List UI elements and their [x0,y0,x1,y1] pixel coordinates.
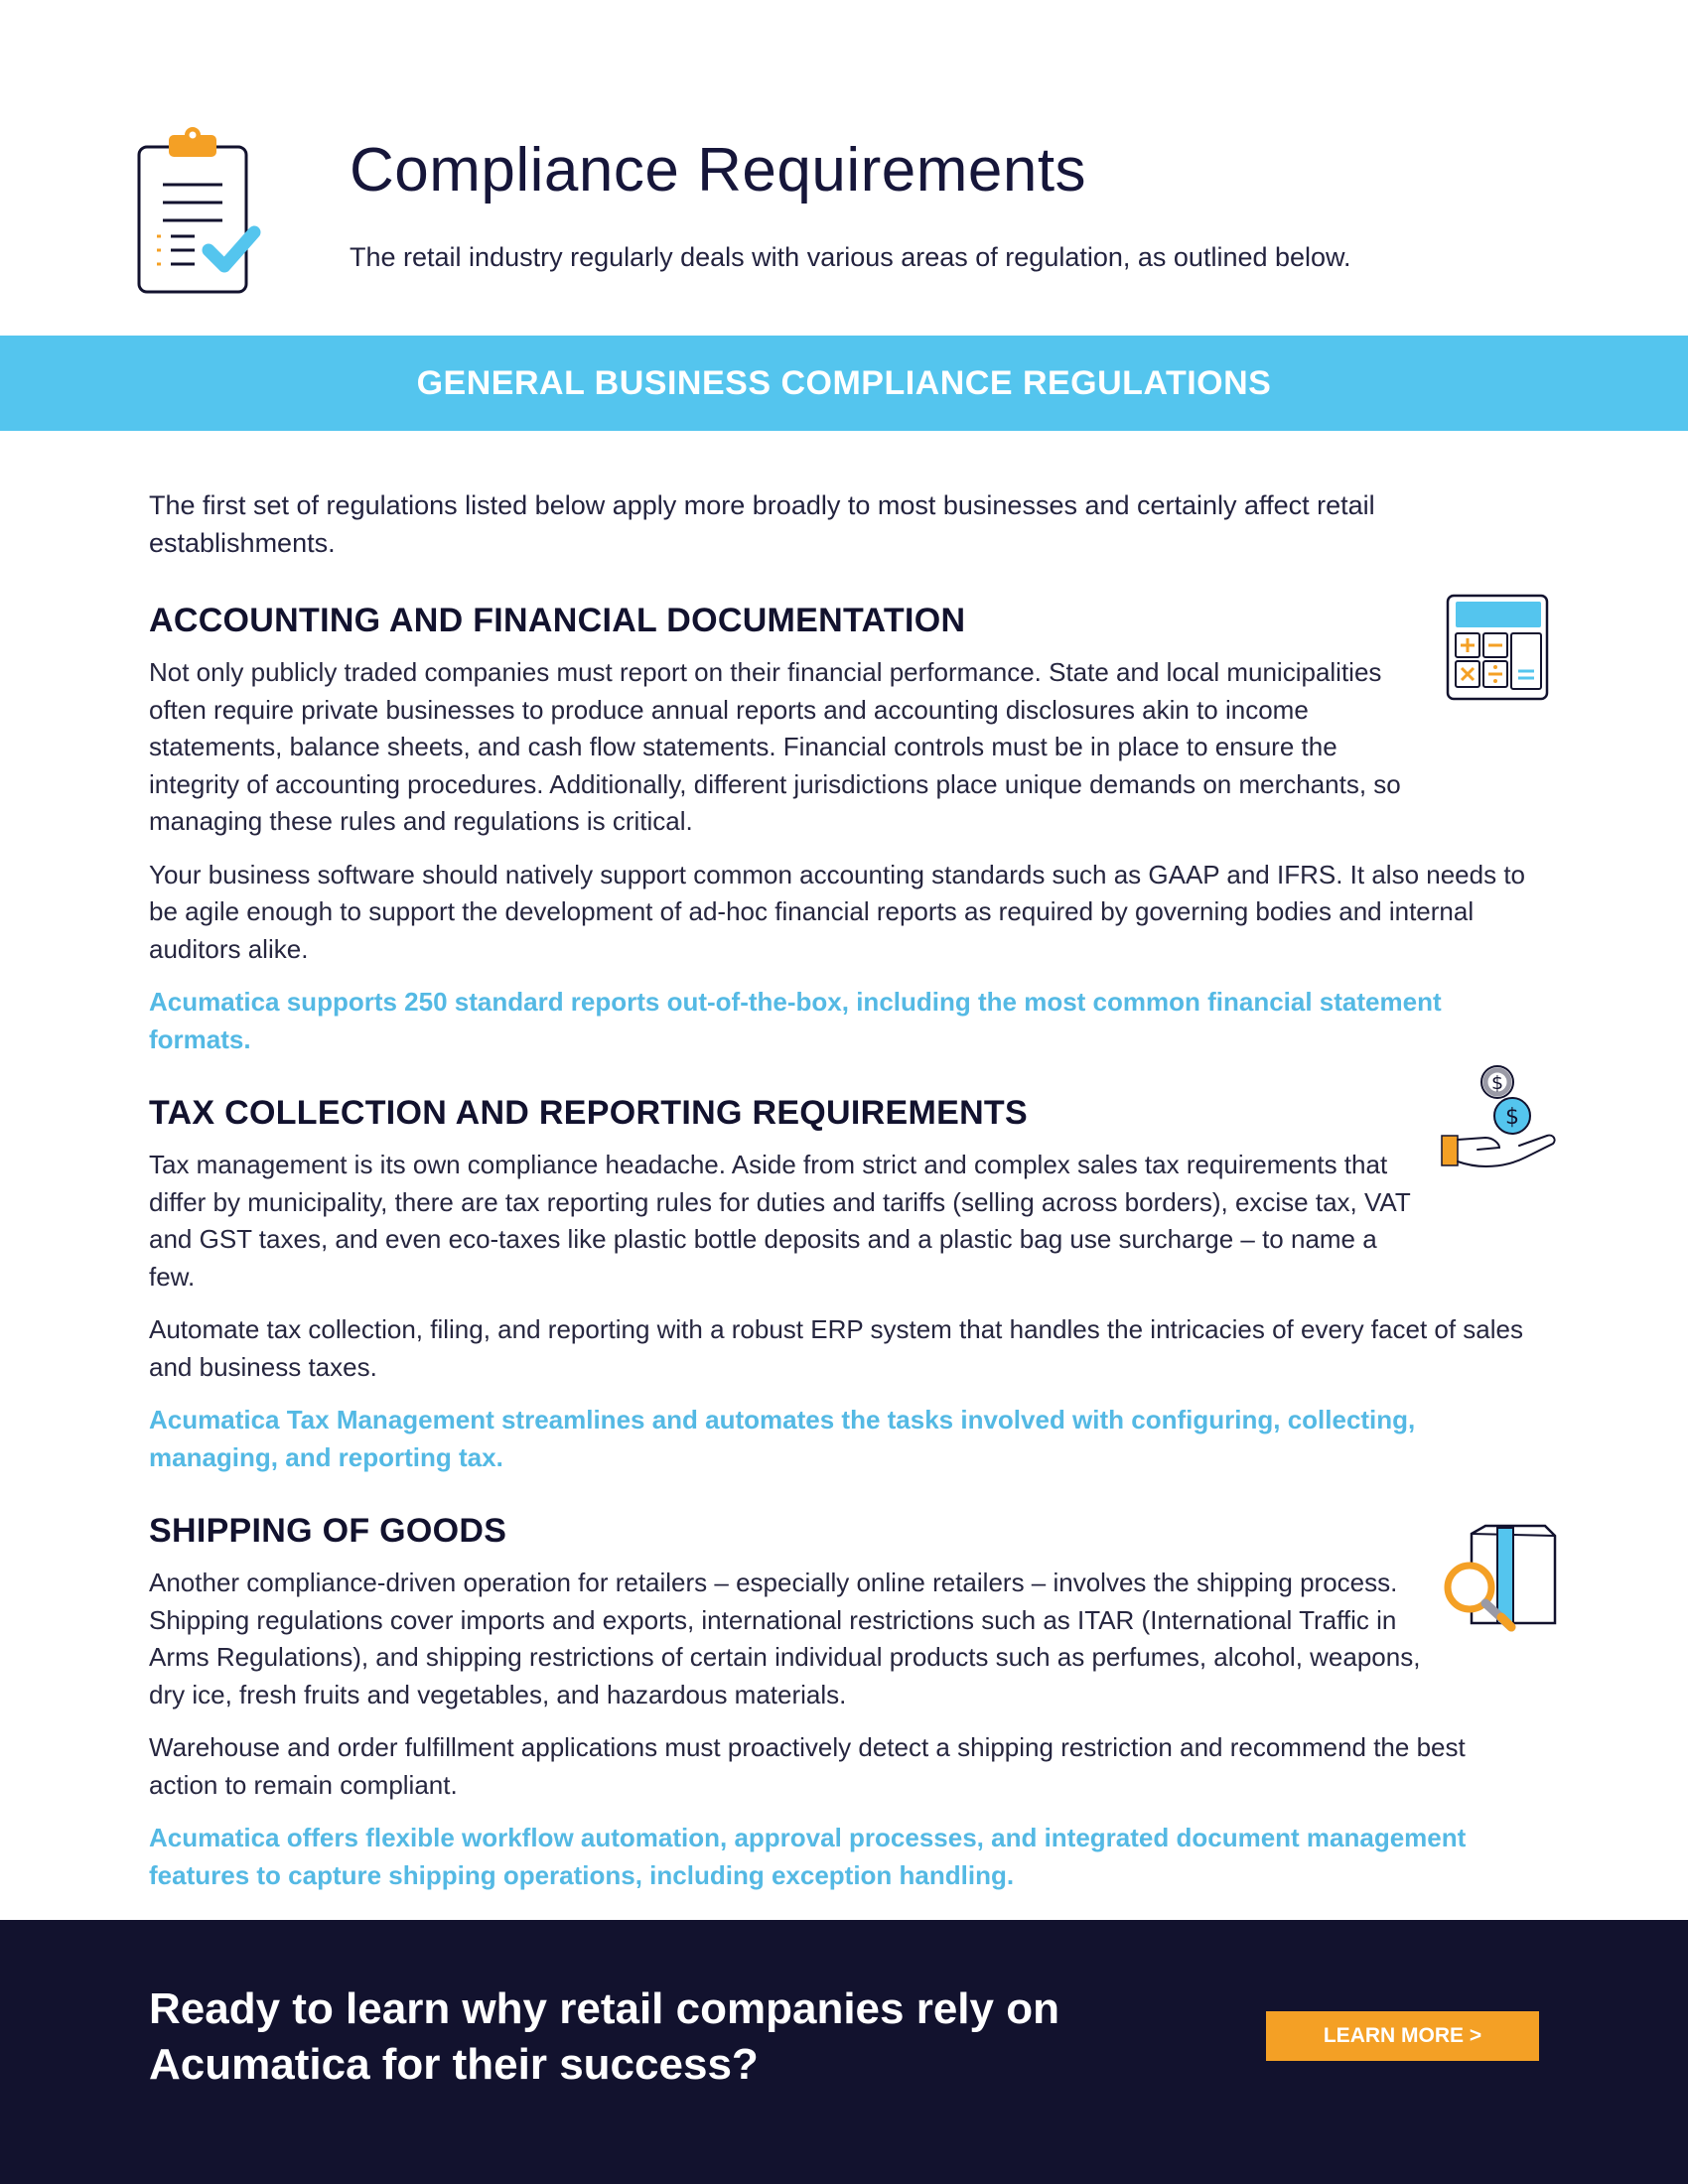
section-highlight: Acumatica Tax Management streamlines and automates the tasks involved with configuring, collecting, managing, and reporting tax. [149,1405,1416,1472]
page-title: Compliance Requirements [350,136,1087,205]
section-highlight: Acumatica offers flexible workflow automation, approval processes, and integrated document management features to capture shipping operations, including exception handling. [149,1823,1467,1890]
section-paragraph: Warehouse and order fulfillment applications must proactively detect a shipping restriction and recommend the best action to remain compliant. [149,1732,1466,1800]
section-accounting [149,602,1539,1058]
section-tax [149,1072,1539,1476]
section-shipping [149,1512,1539,1894]
main-content [149,486,1539,1930]
svg-text:$: $ [1505,1105,1519,1130]
package-magnifier-icon [1440,1524,1559,1639]
cta-footer [0,1920,1688,2184]
section-paragraph: Automate tax collection, filing, and reporting with a robust ERP system that handles the intricacies of every facet of sales and business taxes. [149,1314,1524,1382]
cta-text: Ready to learn why retail companies rely on Acumatica for their success? [149,1984,1059,2089]
section-heading: ACCOUNTING AND FINANCIAL DOCUMENTATION [149,602,966,639]
section-heading: SHIPPING OF GOODS [149,1512,507,1550]
page-header [0,0,1688,336]
learn-more-button[interactable]: LEARN MORE > [1266,2011,1539,2061]
intro-paragraph: The first set of regulations listed below apply more broadly to most businesses and certainly affect retail establishments. [149,490,1375,558]
clipboard-checklist-icon [129,125,268,296]
section-paragraph: Another compliance-driven operation for retailers – especially online retailers – involves the shipping process. Shipping regulations cover imports and exports, international restrictions such as ITAR (International Traffic in Arms Regulations), and shipping restrictions of certain individual products such as perfumes, alcohol, weapons, dry ice, fresh fruits and vegetables, and hazardous materials. [149,1568,1421,1709]
svg-text:$: $ [1490,1072,1504,1094]
banner-title: GENERAL BUSINESS COMPLIANCE REGULATIONS [416,363,1272,402]
section-banner [0,336,1688,431]
section-highlight: Acumatica supports 250 standard reports out-of-the-box, including the most common financial statement formats. [149,987,1442,1054]
section-paragraph: Tax management is its own compliance headache. Aside from strict and complex sales tax requirements that differ by municipality, there are tax reporting rules for duties and tariffs (selling across borders), excise tax, VAT and GST taxes, and even eco-taxes like plastic bottle deposits and a plastic bag use surcharge – to name a few. [149,1150,1411,1292]
calculator-icon [1446,594,1549,701]
hand-coins-icon [1440,1064,1559,1181]
section-heading: TAX COLLECTION AND REPORTING REQUIREMENTS [149,1094,1028,1132]
section-paragraph: Your business software should natively support common accounting standards such as GAAP and IFRS. It also needs to be agile enough to support the development of ad-hoc financial reports as required by governing bodies and internal auditors alike. [149,859,1525,964]
section-paragraph: Not only publicly traded companies must report on their financial performance. State and local municipalities often require private businesses to produce annual reports and accounting disclosures akin to income statements, balance sheets, and cash flow statements. Financial controls must be in place to ensure the integrity of accounting procedures. Additionally, different jurisdictions place unique demands on merchants, so managing these rules and regulations is critical. [149,657,1401,836]
page-subtitle: The retail industry regularly deals with various areas of regulation, as outlined below. [350,242,1351,272]
